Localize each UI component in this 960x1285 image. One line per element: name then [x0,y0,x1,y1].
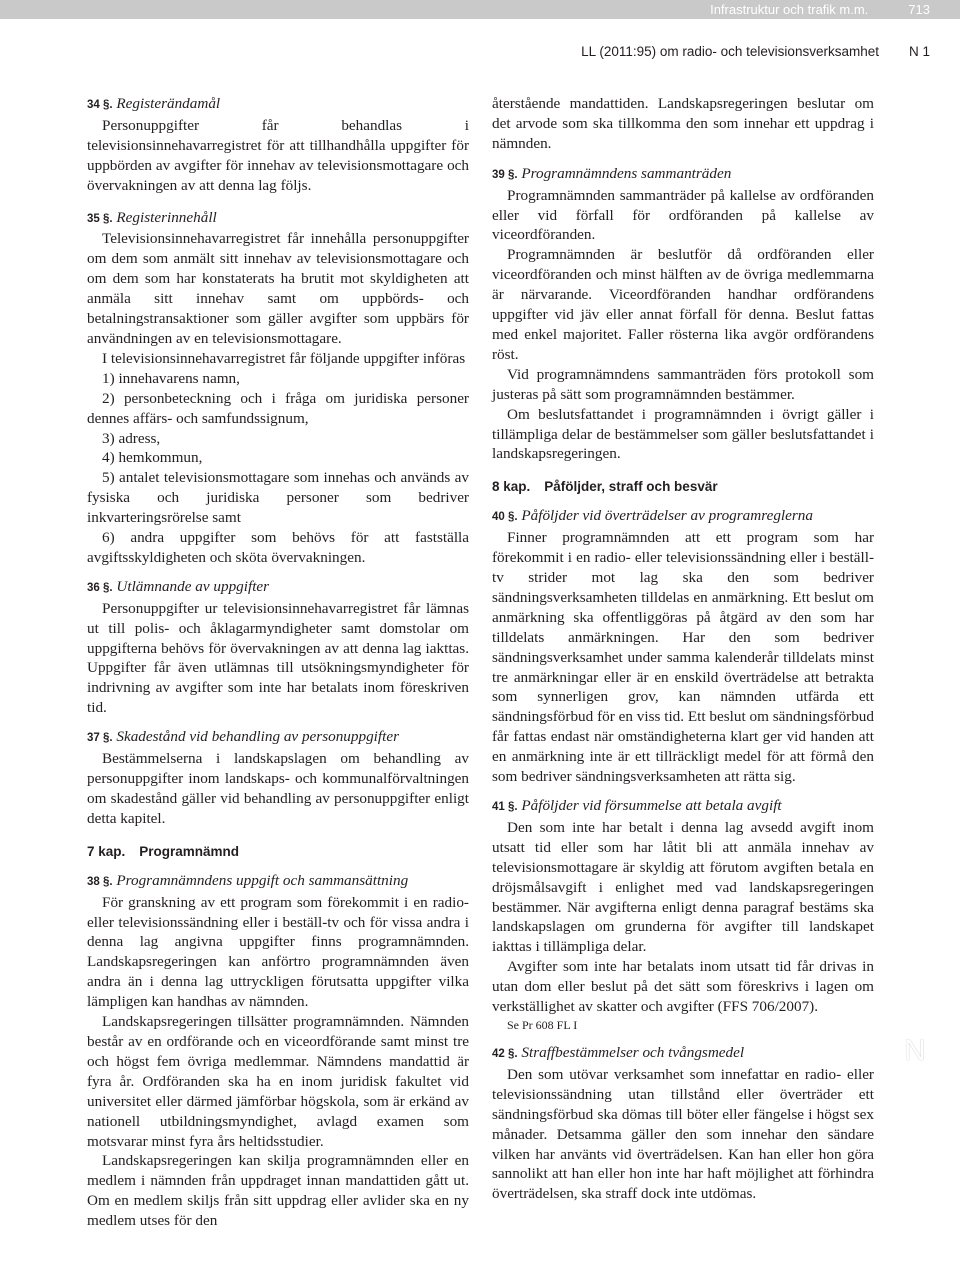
section-title: Påföljder vid överträdelser av programreglerna [521,507,813,525]
section-title: Programnämndens uppgift och sammansättning [116,871,409,889]
section-38-paragraph-1: För granskning av ett program som förekommit i en radio- eller televisionssändning eller i beställ-tv och för vissa andra i denna lag angivna uppgifter finns programnämnden. Landskapsregeringen kan anförtro programnämnden även andra än i denna lag uttryckligen förutsatta uppgifter vilka lämpligen kan handhas av nämnden. [87,893,469,1011]
section-title: Registerändamål [116,95,221,112]
section-34-body: Personuppgifter får behandlas i televisionsinnehavarregistret för att tillhandhålla uppgifter för uppbörden av avgifter för innehav av televisionsmottagare och övervakningen av att denna lag följs. [87,116,469,194]
section-39-paragraph-1: Programnämnden sammanträder på kallelse av ordföranden eller vid förfall för ordföranden på kallelse av viceordföranden. [492,186,874,244]
section-number: 42 §. [492,1047,518,1060]
section-title: Straffbestämmelser och tvångsmedel [521,1043,745,1061]
section-35-paragraph-1: Televisionsinnehavarregistret får innehålla personuppgifter om dem som anmält sitt innehav av televisionsmottagare och om dem som har konstaterats ha brutit mot skyldigheten att anmäla sitt innehav samt om uppbörds- och betalningstransaktioner som gäller avgifter som uppbärs för användningen av en televisionsmottagare. [87,230,469,347]
list-item: 6) andra uppgifter som behövs för att fastställa avgiftsskyldigheten och sköta övervakningen. [87,529,469,566]
section-38-continuation: återstående mandattiden. Landskapsregeringen beslutar om det arvode som ska tillkomma den som innehar ett uppdrag i nämnden. [492,95,874,152]
section-41-paragraph-1: Den som inte har betalt i denna lag avsedd avgift inom utsatt tid eller som har låtit bli att anmäla innehav av televisionsmottagare är skyldig att förutom avgiften betala en dröjsmålsavgift i enlighet med vad landskapsregeringen bestämmer. När avgifterna enligt denna paragraf bestäms ska landskapslagen om grunderna för avgifter till landskapet iakttas i tillämpliga delar. [492,818,874,956]
section-39-paragraph-4: Om beslutsfattandet i programnämnden i övrigt gäller i tillämpliga delar de bestämmelser som gäller beslutsfattandet i landskapsregeringen. [492,405,874,463]
list-item: 5) antalet televisionsmottagare som innehas och används av fysiska och juridiska personer som bedriver inkvarteringsrörelse samt [87,469,469,527]
section-34-heading [87,94,469,116]
section-number: 40 §. [492,511,518,524]
cross-reference-note: Se Pr 608 FL I [507,1017,578,1032]
section-number: 35 §. [87,212,113,225]
side-tab-letter: N [904,1034,926,1067]
section-number: 34 §. [87,99,113,111]
law-title: LL (2011:95) om radio- och televisionsverksamhet [581,44,879,59]
list-item: 1) innehavarens namn, [102,369,240,387]
section-number: 37 §. [87,732,113,745]
chapter-7-heading [87,844,469,859]
chapter-number: 8 kap. [492,479,531,495]
section-40-body: Finner programnämnden att ett program som har förekommit i en radio- eller televisionssändning eller i beställ-tv strider mot lag ska den som bedriver sändningsverksamheten tilldelas en anmärkning. Ett beslut om anmärkning ska offentliggöras på åtgärd av den som har tilldelats anmärkningen. Har den som bedriver sändningsverksamhet under samma kalenderår tilldelats minst tre anmärkningar eller är en enskild överträdelse att betrakta som synnerligen grov, kan nämnden utfärda ett sändningsförbud för en viss tid. Ett beslut om sändningsförbud får fattas endast när omständigheterna klart ger vid handen att en anmärkning inte är ett tillräckligt medel för att förmå den som bedriver sändningsverksamheten att rätta sig. [492,529,874,786]
section-35-paragraph-2: I televisionsinnehavarregistret får följande uppgifter införas [102,349,466,367]
section-title: Utlämnande av uppgifter [116,577,270,595]
right-column [492,94,874,1204]
chapter-number: 7 kap. [87,843,126,859]
list-item: 2) personbeteckning och i fråga om juridiska personer dennes affärs- och samfundssignum, [87,389,469,427]
section-title: Registerinnehåll [116,208,217,226]
section-title: Påföljder vid försummelse att betala avgift [521,797,782,814]
section-38-heading [87,871,469,893]
section-number: 38 §. [87,875,113,888]
section-42-body: Den som utövar verksamhet som innefattar en radio- eller televisionssändning utan tillstånd eller överträder ett sändningsförbud ska dömas till böter eller fängelse i högst sex månader. Detsamma gäller den som innehar den sändare vilken har använts vid överträdelsen. Kan han eller hon göra sannolikt att han eller hon inte har haft möjlighet att förhindra överträdelsen, ska straff dock inte utdömas. [492,1065,874,1203]
section-40-heading [492,506,874,528]
left-column [87,94,469,1231]
section-39-paragraph-2: Programnämnden är beslutför då ordföranden eller viceordföranden och minst hälften av de övriga medlemmarna är närvarande. Viceordföranden handhar ordförandens uppgifter vid jäv eller annat förfall för denna. Beslut fattas med enkel majoritet. Faller rösterna lika avgör ordförandens röst. [492,246,874,363]
section-35-heading [87,208,469,230]
law-title-line [581,44,930,59]
section-41-heading [492,796,874,818]
section-title: Programnämndens sammanträden [521,164,732,182]
running-header [710,0,930,19]
section-37-body: Bestämmelserna i landskapslagen om behandling av personuppgifter inom landskaps- och kommunalförvaltningen om skadestånd gäller vid behandling av personuppgifter enligt detta kapitel. [87,750,469,827]
section-number: 41 §. [492,801,518,813]
section-38-paragraph-2: Landskapsregeringen tillsätter programnämnden. Nämnden består av en ordförande och en viceordförande samt minst tre och högst fem övriga medlemmar. Nämndens mandattid är fyra år. Ordföranden ska ha en inom juridisk fakultet vid universitet eller därmed jämförbar högskola, som är erkänd av nationell utbildningsmyndighet, avlagd examen som motsvarar minst fyra års heltidsstudier. [87,1013,469,1150]
section-38-paragraph-3: Landskapsregeringen kan skilja programnämnden eller en medlem i nämnden från uppdraget innan mandattiden gått ut. Om en medlem skiljs från sitt uppdrag eller avlider ska en ny medlem utses för den [87,1152,469,1230]
section-title: Skadestånd vid behandling av personuppgifter [116,728,399,746]
chapter-8-heading [492,479,874,494]
section-number: 36 §. [87,581,113,594]
section-41-paragraph-2: Avgifter som inte har betalats inom utsatt tid får drivas in utan dom eller beslut på det sätt som föreskrivs i lagen om verkställighet av skatter och avgifter (FFS 706/2007). [492,958,874,1016]
chapter-title: Påföljder, straff och besvär [544,479,718,495]
section-number: 39 §. [492,168,518,181]
section-36-body: Personuppgifter ur televisionsinnehavarregistret får lämnas ut till polis- och åklagarmyndigheter samt domstolar om uppgifterna behövs för övervakningen av att denna lag iakttas. Uppgifter får även utlämnas till utsökningsmyndigheter för indrivning av avgifter som inte har betalats inom föreskriven tid. [87,599,469,717]
page-number: 713 [908,2,930,17]
list-item: 4) hemkommun, [102,449,203,467]
running-header-section: Infrastruktur och trafik m.m. [710,2,869,17]
section-39-paragraph-3: Vid programnämndens sammanträden förs protokoll som justeras på sätt som programnämnden bestämmer. [492,365,874,403]
section-42-heading [492,1043,874,1065]
section-36-heading [87,577,469,599]
chapter-title: Programnämnd [139,843,240,859]
law-number: N 1 [908,44,930,59]
section-39-heading [492,164,874,186]
running-header-bar [0,0,960,19]
list-item: 3) adress, [102,429,161,447]
section-37-heading [87,727,469,749]
